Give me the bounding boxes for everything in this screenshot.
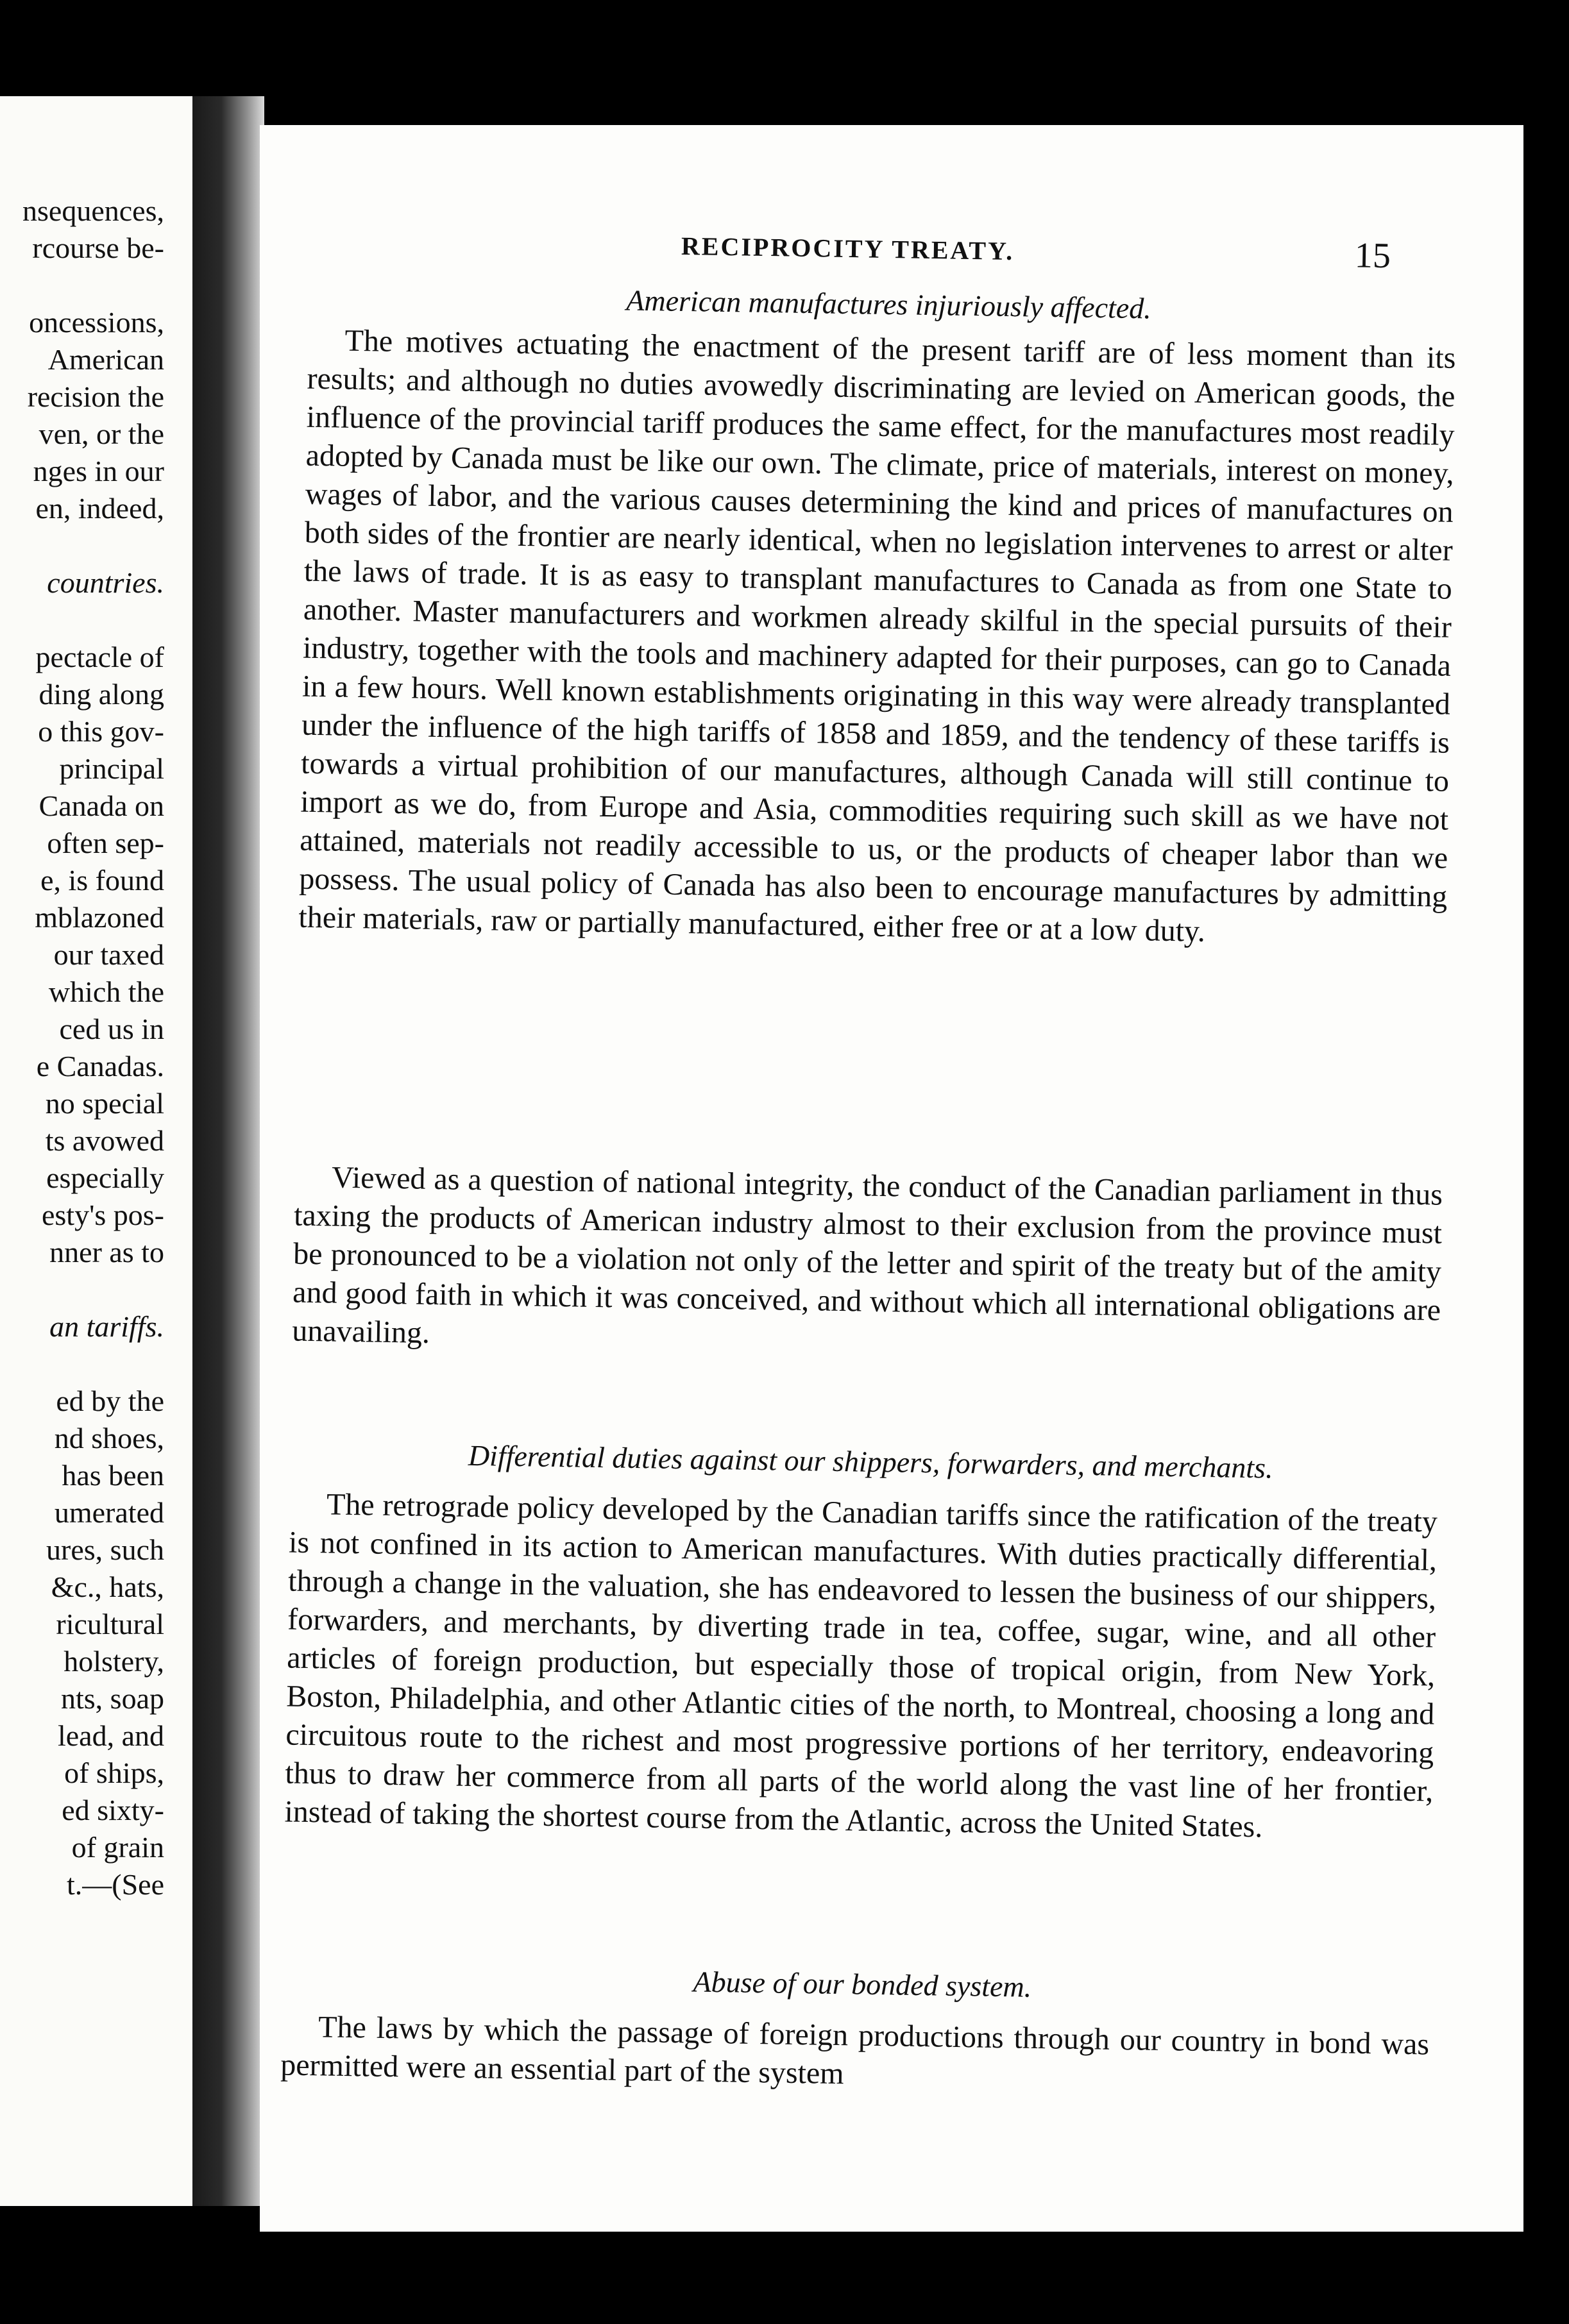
left-page-line: lead, and: [57, 1719, 164, 1752]
left-page-line: &c., hats,: [51, 1570, 164, 1603]
left-page-line: has been: [62, 1459, 164, 1492]
left-page-line: pectacle of: [35, 641, 164, 673]
left-page-line: t.—(See: [66, 1868, 164, 1901]
left-page-line: ced us in: [59, 1013, 164, 1045]
left-page-line: nsequences,: [22, 194, 164, 227]
left-page-line: nges in our: [33, 455, 164, 487]
book-page: [260, 125, 1523, 2232]
left-page-line: ures, such: [46, 1533, 164, 1566]
body-paragraph: Viewed as a question of national integrity, the conduct of the Canadian parliament in thus taxing the products of American industry almost to their exclusion from the province must be pronounced to be a violation not only of the letter and spirit of the treaty but of the amity and good faith in which it was conceived, and without which all international obligations are unavailing.: [291, 1160, 1443, 1350]
left-page-line: of grain: [71, 1831, 164, 1864]
left-page-line: e, is found: [40, 864, 164, 897]
running-header: [260, 224, 1522, 276]
book-gutter: [192, 96, 264, 2206]
left-page-line: American: [47, 343, 164, 376]
left-page-line: umerated: [54, 1496, 164, 1529]
left-page-line: ts avowed: [45, 1124, 164, 1157]
left-page-line: ed by the: [56, 1385, 164, 1417]
running-title: RECIPROCITY TREATY.: [681, 231, 1015, 266]
body-paragraph: The motives actuating the enactment of the present tariff are of less moment than its results; and although no duties avowedly discriminating are levied on American goods, the influence of the provincial tariff produces the same effect, for the manufactures most readily adopted by Canada must be like our own. The climate, price of materials, interest on money, wages of labor, and the various causes determining the kind and prices of manufactures on both sides of the frontier are nearly identical, when no legislation intervenes to arrest or alter the laws of trade. It is as easy to transplant manufactures to Canada as from one State to another. Master manufacturers and workmen already skilful in the special pursuits of their industry, together with the tools and machinery adapted for their purposes, can go to Canada in a few hours. Well known establishments originating in this way were already transplanted under the influence of the high tariffs of 1858 and 1859, and the tendency of these tariffs is towards a virtual prohibition of our manufactures, although Canada will still continue to import as we do, from Europe and Asia, commodities requiring such skill as we have not attained, materials not readily accessible to us, or the products of cheaper labor than we possess. The usual policy of Canada has also been to encourage manufactures by admitting their materials, raw or partially manufactured, either free or at a low duty.: [298, 323, 1456, 948]
left-page-line: often sep-: [47, 827, 164, 859]
section-heading: American manufactures injuriously affected.: [626, 283, 1152, 325]
body-paragraph: The retrograde policy developed by the Canadian tariffs since the ratification of the treaty is not confined in its action to American manufactures. With duties practically differential, through a change in the valuation, she has endeavored to lessen the business of our shippers, forwarders, and merchants, by diverting trade in tea, coffee, sugar, wine, and all other articles of foreign production, but especially those of tropical origin, from New York, Boston, Philadelphia, and other Atlantic cities of the north, to Montreal, choosing a long and circuitous route to the richest and most progressive portions of her territory, endeavoring thus to draw her commerce from all parts of the world along the vast line of her frontier, instead of taking the shortest course from the Atlantic, across the United States.: [284, 1487, 1438, 1844]
left-page-line: nner as to: [49, 1236, 164, 1268]
page-content: [260, 125, 1523, 2232]
left-page-line: nts, soap: [61, 1682, 164, 1715]
left-page-line: principal: [59, 752, 164, 785]
left-page-line: en, indeed,: [35, 492, 164, 525]
left-page-line: Canada on: [38, 789, 164, 822]
left-page-line: ding along: [38, 678, 164, 711]
left-page-line: our taxed: [53, 938, 164, 971]
left-page-line: ven, or the: [38, 417, 164, 450]
left-page-line: recision the: [27, 380, 164, 413]
left-page-line: especially: [46, 1161, 164, 1194]
left-page-line: e Canadas.: [36, 1050, 164, 1082]
section-heading: Differential duties against our shippers, forwarders, and merchants.: [468, 1438, 1273, 1485]
left-page-line: of ships,: [64, 1756, 164, 1789]
body-paragraph: The laws by which the passage of foreign productions through our country in bond was permitted were an essential part of the system: [280, 2010, 1430, 2091]
left-page-line: no special: [45, 1087, 164, 1120]
left-page-line: o this gov-: [38, 715, 164, 748]
left-page-line: an tariffs.: [49, 1310, 164, 1343]
left-page-line: oncessions,: [29, 306, 164, 339]
page-number: 15: [1354, 235, 1391, 276]
left-page-line: ricultural: [56, 1608, 164, 1640]
left-page-line: mblazoned: [35, 901, 164, 934]
left-page-line: holstery,: [64, 1645, 164, 1678]
left-page-line: which the: [48, 975, 164, 1008]
left-page-line: nd shoes,: [54, 1422, 164, 1454]
left-page-line: countries.: [47, 566, 164, 599]
section-heading: Abuse of our bonded system.: [693, 1965, 1032, 2003]
left-page-line: ed sixty-: [62, 1794, 164, 1826]
left-facing-page: [0, 96, 192, 2206]
left-page-line: rcourse be-: [32, 232, 164, 264]
left-page-line: esty's pos-: [41, 1199, 164, 1231]
